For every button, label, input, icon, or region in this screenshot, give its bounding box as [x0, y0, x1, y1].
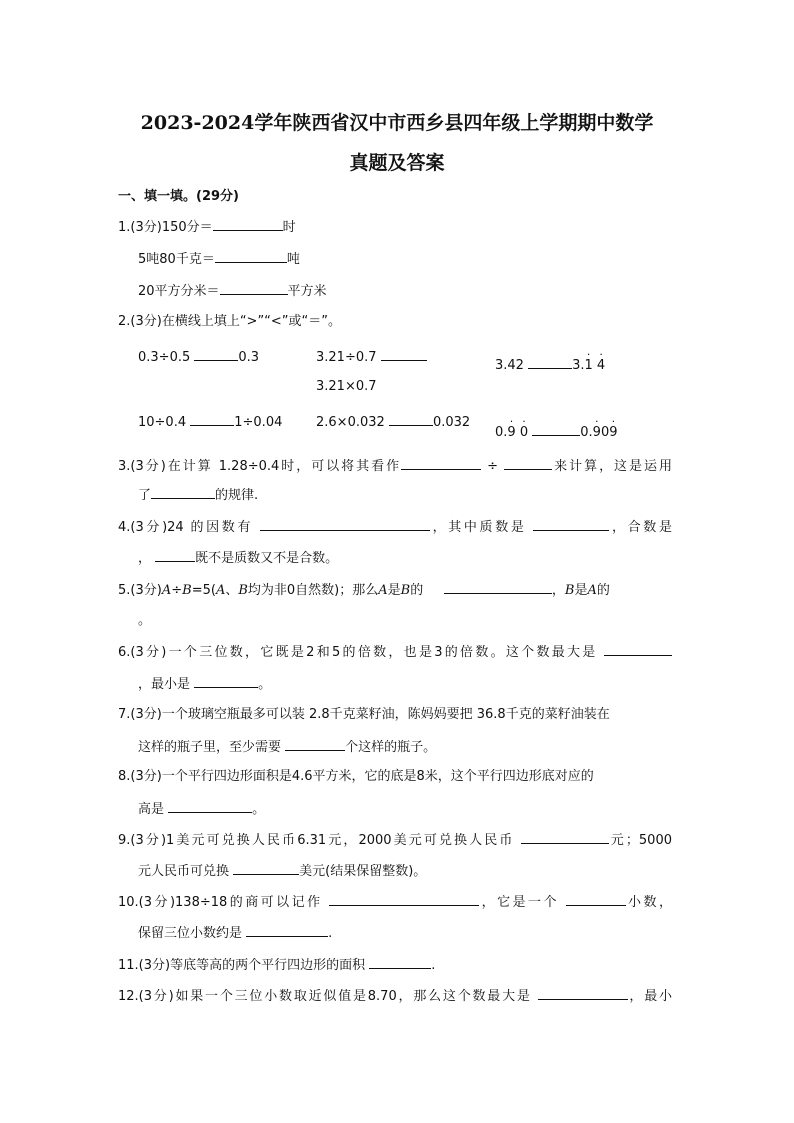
answer-blank[interactable] [521, 831, 609, 844]
title-line-2: 真题及答案 [349, 152, 445, 174]
q5-text: =5( [191, 583, 216, 598]
q8-line-2 [138, 800, 265, 819]
var-b: B [182, 583, 192, 598]
q7-line-2 [138, 738, 436, 757]
repeating-digit: · 9 [609, 424, 617, 442]
q3-text: 3.(3分)在计算 1.28÷0.4时，可以将其看作 [118, 459, 402, 474]
q3-line-2 [138, 486, 258, 505]
q6-text: 6.(3分)一个三位数，它既是2和5的倍数，也是3的倍数。这个数最大是 [118, 645, 598, 660]
q10-text: . [328, 926, 333, 941]
q3-text: 的规律. [215, 488, 259, 503]
answer-blank[interactable] [566, 893, 626, 906]
q4-text: 既不是质数又不是合数。 [195, 551, 339, 566]
q9-line-1 [118, 831, 672, 850]
answer-blank[interactable] [155, 549, 195, 562]
answer-blank[interactable] [194, 348, 238, 361]
q5-text: 是 [574, 583, 588, 598]
var-b: B [238, 583, 248, 598]
q9-text: 元人民币可兑换 [138, 864, 230, 879]
answer-blank[interactable] [604, 643, 672, 656]
q4-text: ，其中质数是 [429, 520, 527, 535]
q10-text: 保留三位小数约是 [138, 926, 243, 941]
q2-item [495, 356, 605, 375]
title-line-1: 2023-2024学年陕西省汉中市西乡县四年级上学期期中数学 [140, 112, 654, 134]
answer-blank[interactable] [194, 675, 258, 688]
q2-expr: 0. [580, 425, 593, 440]
var-a: A [378, 583, 388, 598]
q5-text: 均为非0自然数)；那么 [247, 583, 379, 598]
q2-expr: 1÷0.04 [234, 415, 283, 430]
answer-blank[interactable] [389, 413, 433, 426]
q5-line-1 [118, 581, 610, 600]
q2-item [138, 348, 259, 367]
q10-line-2 [138, 924, 332, 943]
q8-text: 。 [252, 802, 266, 817]
q2-expr: 2.6×0.032 [316, 415, 385, 430]
var-a: A [161, 583, 172, 598]
q3-text: 来计算，这是运用 [552, 459, 672, 474]
repeating-digit: · 0 [520, 424, 528, 442]
q10-text: ，它是一个 [479, 895, 559, 910]
q2-item [316, 348, 427, 367]
q1-unit: 平方米 [287, 284, 327, 299]
answer-blank[interactable] [213, 218, 283, 231]
answer-blank[interactable] [260, 518, 430, 531]
answer-blank[interactable] [533, 518, 609, 531]
answer-blank[interactable] [215, 250, 287, 263]
q4-text: ， [138, 551, 152, 566]
repeating-digit: · 9 [507, 424, 515, 442]
q2-item [138, 413, 282, 432]
q6-line-1 [118, 643, 672, 662]
q11-text: 11.(3分)等底等高的两个平行四边形的面积 [118, 958, 366, 973]
q4-text: ，合数是 [609, 520, 672, 535]
q1-unit: 时 [282, 220, 296, 235]
answer-blank[interactable] [381, 348, 427, 361]
answer-blank[interactable] [538, 987, 628, 1000]
q2-expr: 0 [600, 425, 610, 440]
q9-text: 元；5000 [608, 833, 672, 848]
q1-text: 1.(3分)150分＝ [118, 220, 213, 235]
q10-text: 小数， [625, 895, 672, 910]
answer-blank[interactable] [246, 924, 328, 937]
q2-expr: 3. [572, 358, 585, 373]
q3-text: ÷ [487, 459, 499, 474]
q5-text: 5.(3分) [118, 583, 162, 598]
q7-text: 这样的瓶子里，至少需要 [138, 740, 282, 755]
q6-line-2 [138, 675, 271, 694]
q2-expr: 3.21÷0.7 [316, 350, 377, 365]
q6-text: ，最小是 [138, 677, 191, 692]
q1-text: 5吨80千克＝ [138, 252, 215, 267]
var-a: A [215, 583, 226, 598]
q12-text: ，最小 [627, 989, 672, 1004]
q5-text: 、 [225, 583, 239, 598]
q5-line-2: 。 [138, 613, 152, 628]
q2-stem: 2.(3分)在横线上填上“>”“<”或“＝”。 [118, 314, 342, 329]
answer-blank[interactable] [504, 457, 552, 470]
section-heading: 一、填一填。(29分) [118, 189, 239, 204]
q5-text: ， [551, 583, 565, 598]
q3-line-1 [118, 457, 672, 476]
q5-text: 的 [410, 583, 424, 598]
q1-line-1 [118, 218, 296, 237]
q1-line-3 [138, 282, 327, 301]
answer-blank[interactable] [528, 356, 572, 369]
q2-expr: 0.3 [238, 350, 260, 365]
q1-line-2 [138, 250, 300, 269]
answer-blank[interactable] [285, 738, 345, 751]
q2-item [495, 423, 618, 442]
q9-text: 美元(结果保留整数)。 [299, 864, 427, 879]
q6-text: 。 [258, 677, 272, 692]
q11-text: . [431, 958, 436, 973]
q4-line-1 [118, 518, 672, 537]
repeating-digit: · 9 [593, 424, 601, 442]
q7-text: 个这样的瓶子。 [345, 740, 437, 755]
q9-text: 9.(3分)1美元可兑换人民币6.31元，2000美元可兑换人民币 [118, 833, 515, 848]
q4-line-2 [138, 549, 338, 568]
q11-line [118, 956, 435, 975]
q2-expr: 10÷0.4 [138, 415, 187, 430]
answer-blank[interactable] [444, 581, 552, 594]
answer-blank[interactable] [190, 413, 234, 426]
q5-text: 是 [387, 583, 401, 598]
q12-text: 12.(3分)如果一个三位小数取近似值是8.70，那么这个数最大是 [118, 989, 532, 1004]
q5-text: 的 [596, 583, 610, 598]
q12-line [118, 987, 672, 1006]
q1-unit: 吨 [286, 252, 300, 267]
answer-blank[interactable] [220, 282, 288, 295]
q8-line-1: 8.(3分)一个平行四边形面积是4.6平方米，它的底是8米，这个平行四边形底对应的 [118, 769, 594, 784]
answer-blank[interactable] [151, 486, 215, 499]
var-b: B [564, 583, 575, 598]
q7-line-1: 7.(3分)一个玻璃空瓶最多可以装 2.8千克菜籽油，陈妈妈要把 36.8千克的菜籽油装在 [118, 707, 610, 722]
answer-blank[interactable] [168, 800, 252, 813]
answer-blank[interactable] [532, 423, 580, 436]
q2-expr: 0.3÷0.5 [138, 350, 191, 365]
q4-text: 4.(3分)24 的因数有 [118, 520, 254, 535]
repeating-digit: · 4 [597, 357, 605, 375]
var-a: A [587, 583, 597, 598]
answer-blank[interactable] [401, 457, 481, 470]
q2-expr: 3.21×0.7 [316, 379, 377, 394]
q2-item [316, 413, 470, 432]
q2-expr: 3.42 [495, 358, 524, 373]
answer-blank[interactable] [233, 862, 299, 875]
repeating-digit: · 1 [585, 357, 593, 375]
var-b: B [400, 583, 411, 598]
answer-blank[interactable] [369, 956, 431, 969]
q10-line-1 [118, 893, 672, 912]
answer-blank[interactable] [329, 893, 479, 906]
q3-text: 了 [138, 488, 152, 503]
q1-text: 20平方分米＝ [138, 284, 220, 299]
q2-expr: 0.032 [432, 415, 471, 430]
q5-text: ÷ [171, 583, 183, 598]
q9-line-2 [138, 862, 426, 881]
q8-text: 高是 [138, 802, 165, 817]
q2-expr: 0. [495, 425, 508, 440]
q10-text: 10.(3分)138÷18的商可以记作 [118, 895, 323, 910]
